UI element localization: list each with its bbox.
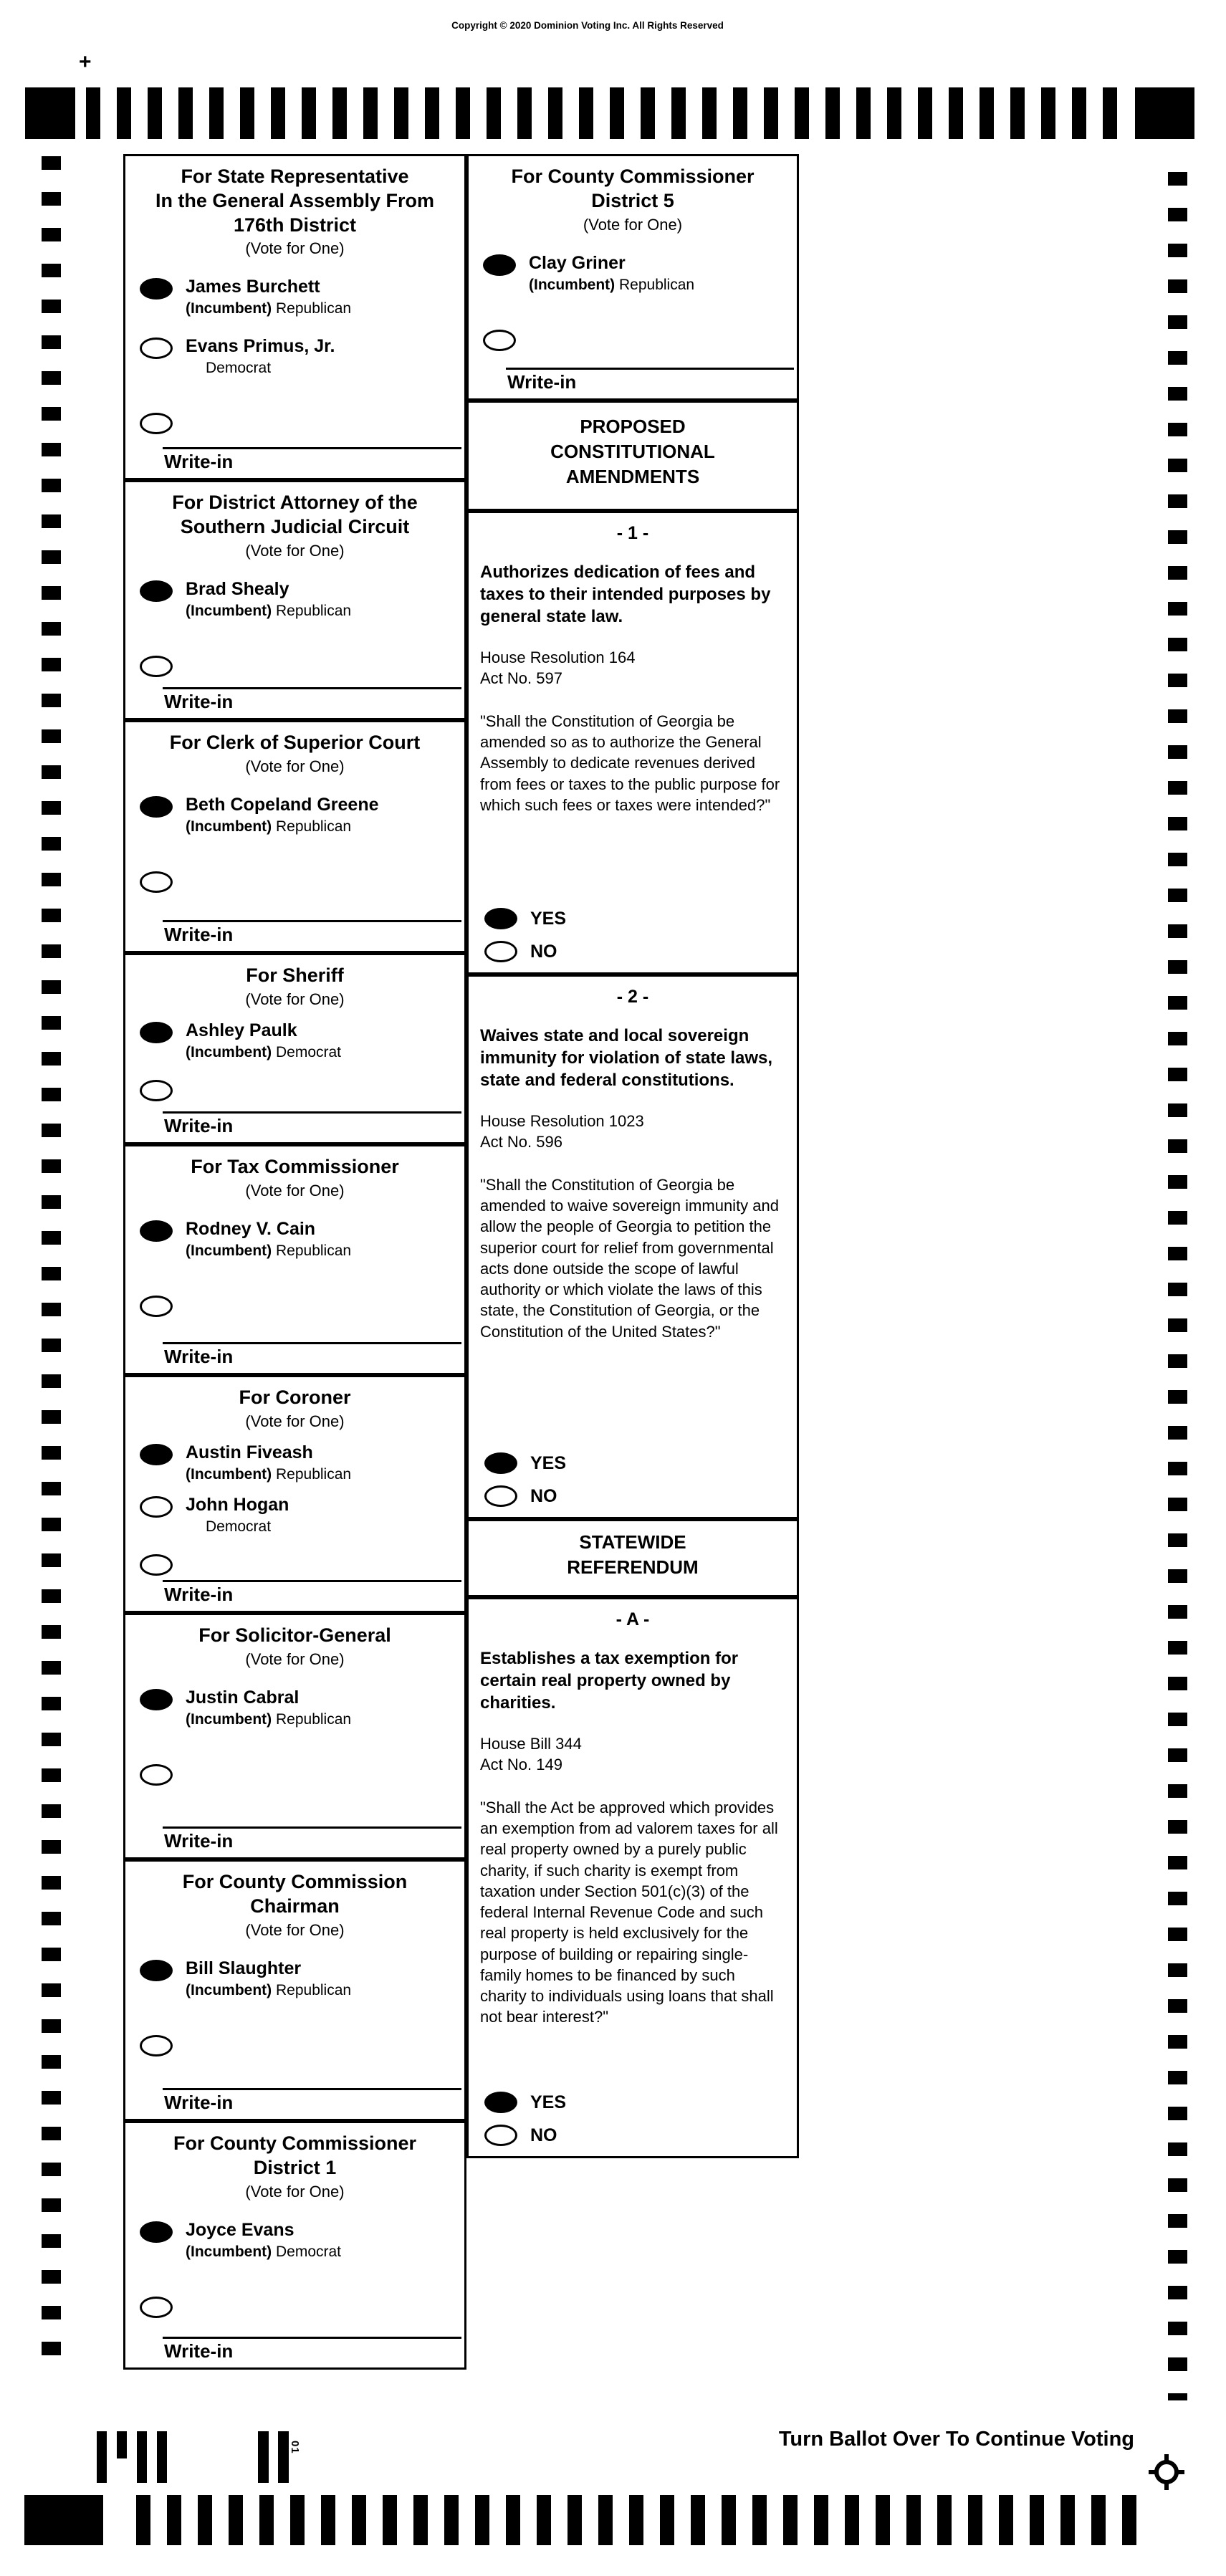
incumbent-label: (Incumbent) xyxy=(186,1465,272,1483)
no-option xyxy=(480,2125,785,2146)
candidate-party: (Incumbent) Republican xyxy=(529,276,695,293)
write-in-option xyxy=(135,2034,454,2057)
candidate-party: (Incumbent) Republican xyxy=(186,1710,352,1728)
section-header-line: STATEWIDE xyxy=(579,1531,686,1553)
candidate-name: Justin Cabral xyxy=(186,1687,300,1708)
measure-question: "Shall the Constitution of Georgia be amended to waive sovereign immunity and allow the people of Georgia to petition the superior court for relief from governmental acts done outside the scope of lawful authority or which violate the laws of this state, the Constitution of Georgia, or the Constitution of the United States?" xyxy=(480,1175,780,1341)
contest-title: For Sheriff xyxy=(246,964,344,986)
write-in-label: Write-in xyxy=(164,691,234,712)
incumbent-label: (Incumbent) xyxy=(186,2243,272,2260)
vote-bubble-empty[interactable] xyxy=(140,1080,173,1101)
yes-no-options xyxy=(480,1441,785,1507)
yes-bubble[interactable] xyxy=(484,908,517,929)
candidate-option xyxy=(135,579,454,620)
yes-option xyxy=(480,908,785,929)
measure-question: "Shall the Act be approved which provides an exemption from ad valorem taxes for all real property owned by a purely public charity, if such charity is exempt from taxation under Section 501(c)(3) of the federal Internal Revenue Code and such real property is held exclusively for the purpose of building or repairing single-family homes to be financed by such charity to individuals using loans that shall not bear interest?" xyxy=(480,1798,778,2026)
write-in-label: Write-in xyxy=(164,1584,234,1605)
write-in-area xyxy=(163,447,461,477)
timing-bars-icon xyxy=(136,2495,1137,2545)
incumbent-label: (Incumbent) xyxy=(186,300,272,317)
vote-bubble-empty[interactable] xyxy=(140,871,173,893)
candidate-party: (Incumbent) Republican xyxy=(186,602,352,619)
yes-option xyxy=(480,1452,785,1474)
stub-barcode-bar-icon xyxy=(117,2431,127,2458)
candidate-party: (Incumbent) Republican xyxy=(186,1981,352,1998)
amendments-section-header xyxy=(466,401,799,511)
incumbent-label: (Incumbent) xyxy=(186,818,272,835)
right-timing-column-icon xyxy=(1168,172,1187,2400)
contest-title: For Coroner xyxy=(239,1387,351,1408)
contest-box-clerk-superior-court xyxy=(123,720,466,953)
vote-bubble-filled[interactable] xyxy=(140,1220,173,1242)
timing-block-icon xyxy=(24,2495,103,2545)
section-header-line: PROPOSED xyxy=(580,416,686,437)
registration-plus-mark: + xyxy=(79,50,92,74)
candidate-name: Joyce Evans xyxy=(186,2219,294,2240)
contest-title: For Solicitor-General xyxy=(198,1624,391,1646)
candidate-party: (Incumbent) Republican xyxy=(186,1465,352,1483)
candidate-party: (Incumbent) Democrat xyxy=(186,1043,342,1060)
no-option xyxy=(480,1485,785,1507)
candidate-option xyxy=(135,795,454,835)
vote-bubble-empty[interactable] xyxy=(140,1496,173,1518)
write-in-label: Write-in xyxy=(164,1830,234,1852)
vote-for-one-label: (Vote for One) xyxy=(583,215,683,234)
measure-reference: House Resolution 164 Act No. 597 xyxy=(480,648,636,688)
vote-for-one-label: (Vote for One) xyxy=(245,541,345,560)
write-in-label: Write-in xyxy=(164,1115,234,1136)
vote-bubble-filled[interactable] xyxy=(483,254,516,276)
vote-for-one-label: (Vote for One) xyxy=(245,990,345,1008)
turn-ballot-over-text: Turn Ballot Over To Continue Voting xyxy=(778,2428,1134,2451)
write-in-option xyxy=(135,870,454,893)
yes-label: YES xyxy=(530,1453,567,1473)
incumbent-label: (Incumbent) xyxy=(186,1981,272,1998)
measure-summary: Establishes a tax exemption for certain real property owned by charities. xyxy=(480,1649,739,1713)
candidate-option xyxy=(135,336,454,377)
contest-box-commissioner-district-5 xyxy=(466,154,799,401)
candidate-party: (Incumbent) Republican xyxy=(186,300,352,317)
write-in-area xyxy=(163,2088,461,2117)
top-timing-mark-band xyxy=(25,87,1194,139)
candidate-option xyxy=(135,2220,454,2261)
write-in-area xyxy=(163,1342,461,1371)
measure-number: - A - xyxy=(616,1609,650,1629)
referendum-section-header xyxy=(466,1519,799,1597)
write-in-option xyxy=(135,411,454,434)
vote-bubble-empty[interactable] xyxy=(140,1554,173,1576)
incumbent-label: (Incumbent) xyxy=(186,1710,272,1728)
vote-bubble-filled[interactable] xyxy=(140,796,173,818)
vote-bubble-empty[interactable] xyxy=(140,337,173,359)
vote-bubble-filled[interactable] xyxy=(140,580,173,602)
candidate-name: Beth Copeland Greene xyxy=(186,794,379,815)
measure-number: - 2 - xyxy=(616,987,649,1007)
vote-for-one-label: (Vote for One) xyxy=(245,757,345,775)
stub-barcode-bar-icon xyxy=(137,2431,147,2483)
no-bubble[interactable] xyxy=(484,1485,517,1507)
vote-for-one-label: (Vote for One) xyxy=(245,1181,345,1200)
vote-for-one-label: (Vote for One) xyxy=(245,239,345,258)
contest-box-commissioner-district-1 xyxy=(123,2121,466,2370)
candidate-name: Bill Slaughter xyxy=(186,1958,302,1978)
vote-bubble-filled[interactable] xyxy=(140,2221,173,2243)
write-in-label: Write-in xyxy=(164,451,234,472)
contest-box-tax-commissioner xyxy=(123,1144,466,1375)
timing-bars-icon xyxy=(86,87,1134,139)
write-in-option xyxy=(479,328,787,351)
candidate-name: Clay Griner xyxy=(529,252,626,273)
yes-no-options xyxy=(480,2080,785,2146)
write-in-option xyxy=(135,1294,454,1317)
yes-no-options xyxy=(480,896,785,962)
candidate-name: James Burchett xyxy=(186,277,320,297)
write-in-area xyxy=(163,1111,461,1141)
left-timing-column-icon xyxy=(42,156,61,2357)
incumbent-label: (Incumbent) xyxy=(186,1242,272,1259)
candidate-option xyxy=(135,277,454,317)
write-in-area xyxy=(163,1580,461,1609)
vote-bubble-empty[interactable] xyxy=(140,2297,173,2318)
candidate-name: John Hogan xyxy=(186,1494,289,1515)
candidate-party: Democrat xyxy=(206,1518,272,1535)
contest-box-coroner xyxy=(123,1375,466,1613)
no-label: NO xyxy=(530,942,557,962)
write-in-option xyxy=(135,1553,454,1576)
vote-bubble-empty[interactable] xyxy=(140,413,173,434)
write-in-label: Write-in xyxy=(164,2092,234,2113)
yes-bubble[interactable] xyxy=(484,1452,517,1474)
candidate-party: (Incumbent) Democrat xyxy=(186,2243,342,2260)
crosshair-registration-icon xyxy=(1148,2453,1185,2491)
contest-title: For County Commissioner District 1 xyxy=(173,2132,417,2178)
write-in-area xyxy=(163,920,461,949)
vote-bubble-filled[interactable] xyxy=(140,1022,173,1043)
stub-barcode-bar-icon xyxy=(278,2431,289,2483)
contest-title: For County Commission Chairman xyxy=(182,1871,408,1917)
yes-label: YES xyxy=(530,2092,567,2112)
vote-for-one-label: (Vote for One) xyxy=(245,1412,345,1430)
stub-barcode-bar-icon xyxy=(97,2431,107,2483)
candidate-party: (Incumbent) Republican xyxy=(186,1242,352,1259)
candidate-name: Ashley Paulk xyxy=(186,1020,297,1040)
incumbent-label: (Incumbent) xyxy=(529,276,616,293)
write-in-option xyxy=(135,1763,454,1786)
vote-bubble-empty[interactable] xyxy=(140,1764,173,1786)
vote-for-one-label: (Vote for One) xyxy=(245,1920,345,1939)
no-label: NO xyxy=(530,1486,557,1506)
timing-block-icon xyxy=(25,87,75,139)
candidate-option xyxy=(135,1958,454,1999)
stub-code: 01 xyxy=(289,2441,301,2454)
copyright-text: Copyright © 2020 Dominion Voting Inc. All Rights Reserved xyxy=(451,20,724,31)
no-option xyxy=(480,941,785,962)
vote-bubble-empty[interactable] xyxy=(483,330,516,351)
no-bubble[interactable] xyxy=(484,2125,517,2146)
measure-question: "Shall the Constitution of Georgia be amended so as to authorize the General Assembly to dedicate revenues derived from fees or taxes to the public purpose for which such fees or taxes were intended?" xyxy=(480,712,780,814)
candidate-name: Austin Fiveash xyxy=(186,1442,313,1462)
measure-reference: House Bill 344 Act No. 149 xyxy=(480,1734,582,1774)
incumbent-label: (Incumbent) xyxy=(186,1043,272,1060)
no-bubble[interactable] xyxy=(484,941,517,962)
write-in-area xyxy=(163,687,461,717)
candidate-option xyxy=(135,1020,454,1061)
vote-for-one-label: (Vote for One) xyxy=(245,1649,345,1668)
write-in-label: Write-in xyxy=(164,2340,234,2362)
contest-box-commission-chairman xyxy=(123,1859,466,2121)
measure-summary: Waives state and local sovereign immunity for violation of state laws, state and federal constitutions. xyxy=(480,1026,773,1091)
measure-box-amendment-2 xyxy=(466,975,799,1519)
measure-box-referendum-a xyxy=(466,1597,799,2158)
section-header-line: CONSTITUTIONAL xyxy=(550,441,715,463)
contest-title: For Tax Commissioner xyxy=(191,1156,399,1177)
candidate-party: (Incumbent) Republican xyxy=(186,818,352,835)
write-in-label: Write-in xyxy=(164,924,234,945)
vote-for-one-label: (Vote for One) xyxy=(245,2182,345,2201)
measure-reference: House Resolution 1023 Act No. 596 xyxy=(480,1111,644,1151)
measure-summary: Authorizes dedication of fees and taxes to their intended purposes by general state law. xyxy=(480,562,771,627)
yes-option xyxy=(480,2092,785,2113)
stub-barcode-bar-icon xyxy=(258,2431,269,2483)
candidate-option xyxy=(135,1495,454,1536)
yes-label: YES xyxy=(530,909,567,929)
candidate-name: Rodney V. Cain xyxy=(186,1218,316,1239)
timing-block-icon xyxy=(1135,87,1194,139)
incumbent-label: (Incumbent) xyxy=(186,602,272,619)
candidate-option xyxy=(479,253,787,294)
contest-title: For Clerk of Superior Court xyxy=(169,732,421,753)
bottom-timing-mark-band xyxy=(24,2495,1214,2545)
write-in-option xyxy=(135,654,454,677)
vote-bubble-filled[interactable] xyxy=(140,1960,173,1981)
contest-box-district-attorney xyxy=(123,480,466,720)
write-in-area xyxy=(506,368,794,397)
candidate-option xyxy=(135,1219,454,1260)
contest-title: For District Attorney of the Southern Judicial Circuit xyxy=(172,492,418,537)
vote-bubble-empty[interactable] xyxy=(140,1296,173,1317)
candidate-name: Evans Primus, Jr. xyxy=(186,336,335,357)
write-in-label: Write-in xyxy=(164,1346,234,1367)
vote-bubble-filled[interactable] xyxy=(140,1689,173,1710)
write-in-area xyxy=(163,1826,461,1856)
contest-box-state-representative xyxy=(123,154,466,480)
yes-bubble[interactable] xyxy=(484,2092,517,2113)
section-header-line: AMENDMENTS xyxy=(565,466,700,488)
vote-bubble-filled[interactable] xyxy=(140,1444,173,1465)
candidate-name: Brad Shealy xyxy=(186,578,289,599)
candidate-option xyxy=(135,1687,454,1728)
write-in-option xyxy=(135,2295,454,2318)
write-in-area xyxy=(163,2337,461,2366)
write-in-label: Write-in xyxy=(507,371,577,393)
candidate-option xyxy=(135,1442,454,1483)
vote-bubble-empty[interactable] xyxy=(140,2035,173,2057)
vote-bubble-empty[interactable] xyxy=(140,656,173,677)
contest-title: For County Commissioner District 5 xyxy=(511,166,755,211)
no-label: NO xyxy=(530,2125,557,2145)
candidate-party: Democrat xyxy=(206,360,272,377)
contest-title: For State Representative In the General Assembly From 176th District xyxy=(155,166,435,236)
contest-box-solicitor-general xyxy=(123,1613,466,1859)
vote-bubble-filled[interactable] xyxy=(140,278,173,300)
measure-number: - 1 - xyxy=(616,523,649,543)
stub-barcode-bar-icon xyxy=(157,2431,167,2483)
contest-box-sheriff xyxy=(123,953,466,1144)
measure-box-amendment-1 xyxy=(466,511,799,975)
write-in-option xyxy=(135,1078,454,1101)
section-header-line: REFERENDUM xyxy=(567,1556,699,1579)
